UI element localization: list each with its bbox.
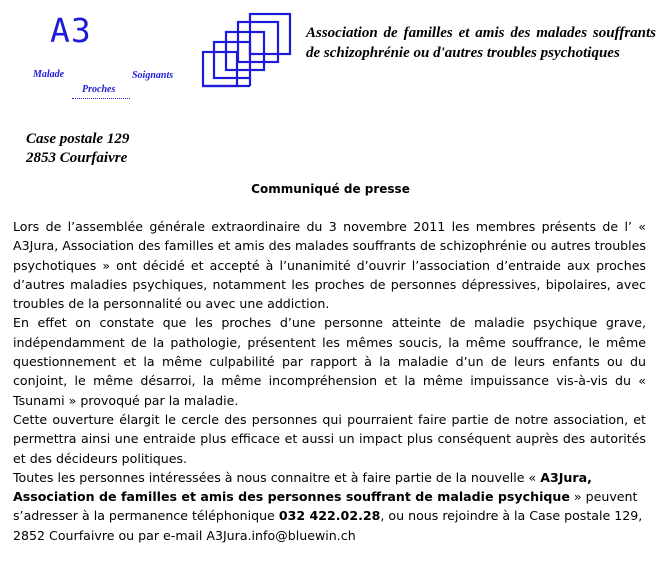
- paragraph-3: Cette ouverture élargit le cercle des personnes qui pourraient faire partie de notre association, et permettra ainsi une entraide plus efficace et aussi un impact plus conséquent auprès des autorités et des décideurs politiques.: [13, 411, 646, 466]
- phone-number: 032 422.02.28: [278, 508, 381, 524]
- logo-squares-icon: [200, 12, 296, 104]
- logo-word-malade: Malade: [33, 69, 65, 80]
- logo-word-proches: Proches: [82, 84, 116, 95]
- paragraph-1: Lors de l’assemblée générale extraordinaire du 3 novembre 2011 les membres présents de l’ « A3Jura, Association des familles et amis des malades souffrants de schizophrénie ou autres troubles psychotiques » ont décidé et accepté à l’unanimité d’ouvrir l’association d’entraide aux proches d’autres maladies psychiques, notamment les proches de personnes dépressives, bipolaires, avec troubles de la personnalité ou avec une addiction.: [13, 219, 646, 312]
- paragraph-4-intro: Toutes les personnes intéressées à nous connaitre et à faire partie de la nouvelle «: [13, 469, 541, 485]
- association-new-name: A3Jura, Association de familles et amis des personnes souffrant de maladie psychique: [13, 469, 592, 505]
- paragraph-4-end: , ou nous rejoindre à la Case postale 129, 2852 Courfaivre ou par e-mail A3Jura.info@bluewin.ch: [13, 508, 643, 543]
- address-line-2: 2853 Courfaivre: [26, 150, 128, 166]
- association-name: Association de familles et amis des malades souffrants de schizophrénie ou d'autres troubles psychotiques: [306, 25, 656, 61]
- address-line-1: Case postale 129: [26, 131, 130, 147]
- press-release-body: [13, 217, 646, 545]
- postal-address: [26, 130, 129, 168]
- paragraph-4-mid: » peuvent s’adresser à la permanence téléphonique: [13, 489, 638, 524]
- logo-dotted-line: [72, 98, 130, 99]
- paragraph-4: [13, 468, 646, 545]
- logo-word-soignants: Soignants: [132, 70, 174, 81]
- paragraph-2: En effet on constate que les proches d’une personne atteinte de maladie psychique grave, indépendamment de la pathologie, présentent les mêmes soucis, la même souffrance, le même questionnement et la même culpabilité par rapport à la maladie d’un de leurs enfants ou du conjoint, le même désarroi, la même incompréhension et la même impuissance vis-à-vis du « Tsunami » provoqué par la maladie.: [13, 315, 646, 408]
- logo-abbreviation: A3: [50, 11, 92, 50]
- document-heading: Communiqué de presse: [251, 182, 410, 196]
